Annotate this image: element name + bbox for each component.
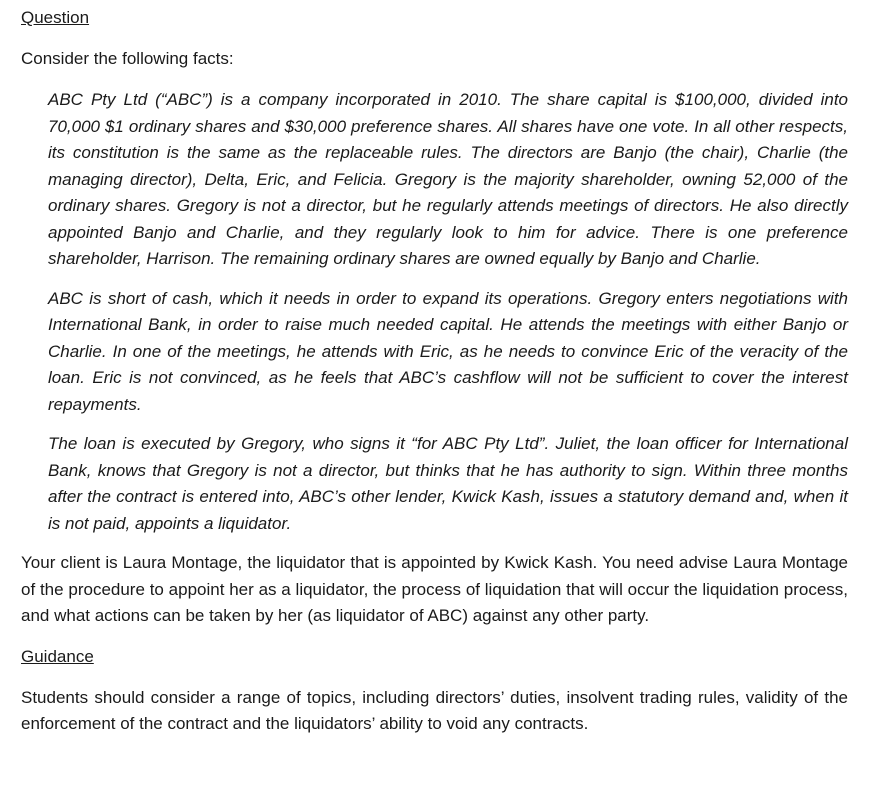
facts-block xyxy=(48,87,848,537)
guidance-heading: Guidance xyxy=(21,646,94,666)
fact-paragraph: The loan is executed by Gregory, who signs it “for ABC Pty Ltd”. Juliet, the loan officer for International Bank, knows that Gregory is not a director, but thinks that he has authority to sign. Within three months after the contract is entered into, ABC’s other lender, Kwick Kash, issues a statutory demand and, when it is not paid, appoints a liquidator. xyxy=(48,434,848,533)
fact-paragraph: ABC Pty Ltd (“ABC”) is a company incorporated in 2010. The share capital is $100,000, divided into 70,000 $1 ordinary shares and $30,000 preference shares. All shares have one vote. In all other respects, its constitution is the same as the replaceable rules. The directors are Banjo (the chair), Charlie (the managing director), Delta, Eric, and Felicia. Gregory is the majority shareholder, owning 52,000 of the ordinary shares. Gregory is not a director, but he regularly attends meetings of directors. He also directly appointed Banjo and Charlie, and they regularly look to him for advice. There is one preference shareholder, Harrison. The remaining ordinary shares are owned equally by Banjo and Charlie. xyxy=(48,90,848,268)
fact-paragraph: ABC is short of cash, which it needs in order to expand its operations. Gregory enters negotiations with International Bank, in order to raise much needed capital. He attends the meetings with either Banjo or Charlie. In one of the meetings, he attends with Eric, as he needs to convince Eric of the veracity of the loan. Eric is not convinced, as he feels that ABC’s cashflow will not be sufficient to cover the interest repayments. xyxy=(48,288,848,414)
client-paragraph: Your client is Laura Montage, the liquidator that is appointed by Kwick Kash. You need advise Laura Montage of the procedure to appoint her as a liquidator, the process of liquidation that will occur the liquidation process, and what actions can be taken by her (as liquidator of ABC) against any other party. xyxy=(21,553,848,625)
question-heading: Question xyxy=(21,8,90,27)
guidance-paragraph: Students should consider a range of topics, including directors’ duties, insolvent trading rules, validity of the enforcement of the contract and the liquidators’ ability to void any contracts. xyxy=(21,687,848,733)
question-intro: Consider the following facts: xyxy=(21,49,234,68)
